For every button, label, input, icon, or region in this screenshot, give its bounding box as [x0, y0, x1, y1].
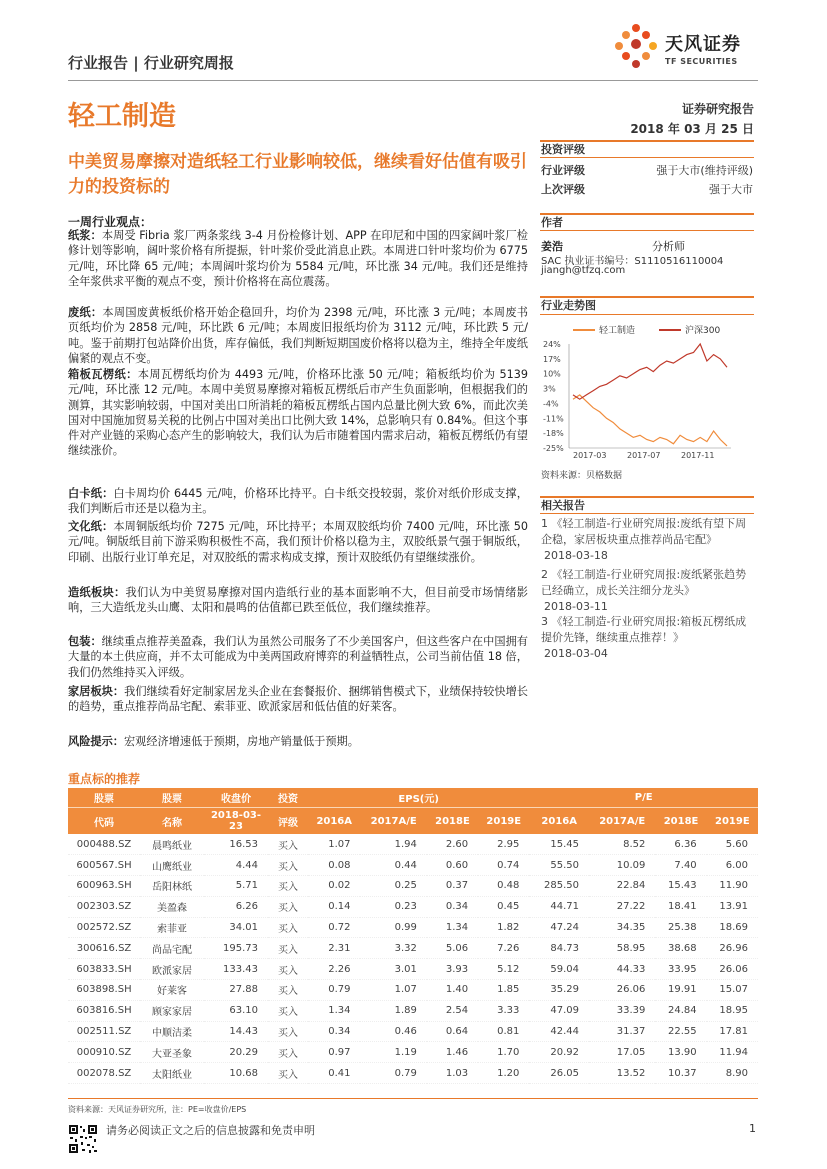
risk-text: 宏观经济增速低于预期，房地产销量低于预期。 — [123, 735, 359, 748]
col-header: 2018-03-23 — [204, 808, 268, 835]
risk-label: 风险提示： — [68, 735, 124, 748]
table-cell: 0.41 — [308, 1063, 360, 1084]
related-report-title: 1 《轻工制造-行业研究周报:废纸有望下周企稳，家居板块重点推荐尚品宅配》 — [541, 517, 747, 546]
table-cell: 5.60 — [707, 834, 758, 855]
table-row — [68, 855, 758, 876]
legend-label: 沪深300 — [685, 326, 721, 336]
table-cell: 58.95 — [589, 938, 655, 959]
table-cell: 1.20 — [478, 1063, 529, 1084]
table-source: 资料来源：天风证券研究所，注：PE=收盘价/EPS — [68, 1105, 247, 1114]
table-cell: 2.54 — [427, 1000, 478, 1021]
analyst-role: 分析师 — [652, 240, 685, 253]
table-cell: 31.37 — [589, 1021, 655, 1042]
table-cell: 22.84 — [589, 876, 655, 897]
table-cell: 3.32 — [360, 938, 426, 959]
table-cell: 7.26 — [478, 938, 529, 959]
report-type: 证券研究报告 — [681, 102, 754, 116]
table-cell: 0.37 — [427, 876, 478, 897]
paper-sector-label: 造纸板块： — [68, 586, 126, 599]
table-cell: 44.33 — [589, 959, 655, 980]
table-cell: 5.06 — [427, 938, 478, 959]
x-tick-label: 2017-07 — [627, 451, 661, 460]
table-cell: 17.05 — [589, 1042, 655, 1063]
col-header: 2019E — [478, 808, 529, 835]
x-tick-label: 2017-03 — [573, 451, 607, 460]
prev-rating-value: 强于大市 — [709, 183, 753, 196]
table-cell: 买入 — [268, 896, 308, 917]
table-cell: 13.90 — [655, 1042, 706, 1063]
table-cell: 1.03 — [427, 1063, 478, 1084]
table-cell: 18.41 — [655, 896, 706, 917]
table-cell: 买入 — [268, 1042, 308, 1063]
table-cell: 0.45 — [478, 896, 529, 917]
table-cell: 33.39 — [589, 1000, 655, 1021]
table-cell: 买入 — [268, 959, 308, 980]
table-cell: 0.99 — [360, 917, 426, 938]
table-cell: 晨鸣纸业 — [140, 834, 204, 855]
col-header: 2017A/E — [589, 808, 655, 835]
col-header: 2016A — [308, 808, 360, 835]
table-cell: 0.34 — [427, 896, 478, 917]
rating-heading: 投资评级 — [541, 143, 585, 156]
paper-sector-paragraph — [68, 585, 528, 616]
table-row — [68, 1042, 758, 1063]
table-cell: 18.69 — [707, 917, 758, 938]
table-cell: 0.25 — [360, 876, 426, 897]
pulp-paragraph — [68, 228, 528, 289]
col-header-pe: P/E — [634, 792, 653, 803]
table-cell: 0.48 — [478, 876, 529, 897]
wastepaper-label: 废纸： — [68, 306, 103, 319]
rating-row — [541, 162, 753, 178]
table-cell: 15.07 — [707, 980, 758, 1001]
sidebar-divider — [540, 230, 754, 231]
pulp-label: 纸浆： — [68, 229, 102, 242]
corrugated-paragraph — [68, 367, 528, 459]
furniture-paragraph — [68, 684, 528, 715]
logo-name-cn: 天风证券 — [665, 34, 741, 55]
table-cell: 0.23 — [360, 896, 426, 917]
table-cell: 002572.SZ — [68, 917, 140, 938]
table-cell: 15.43 — [655, 876, 706, 897]
trend-chart — [541, 322, 755, 462]
table-cell: 002303.SZ — [68, 896, 140, 917]
industry-title: 轻工制造 — [68, 101, 176, 132]
col-header-eps: EPS(元) — [398, 794, 439, 805]
table-cell: 索菲亚 — [140, 917, 204, 938]
table-cell: 1.46 — [427, 1042, 478, 1063]
table-cell: 26.06 — [707, 959, 758, 980]
table-cell: 0.46 — [360, 1021, 426, 1042]
sidebar-divider — [540, 157, 754, 158]
furniture-label: 家居板块： — [68, 685, 125, 698]
logo-name-en: TF SECURITIES — [665, 57, 738, 66]
table-cell: 买入 — [268, 1000, 308, 1021]
y-tick-label: -4% — [543, 399, 559, 409]
table-cell: 27.88 — [204, 980, 268, 1001]
table-cell: 尚品宅配 — [140, 938, 204, 959]
table-bottom-rule — [68, 1098, 758, 1099]
table-cell: 11.94 — [707, 1042, 758, 1063]
prev-rating-row — [541, 181, 753, 197]
logo-icon — [606, 22, 666, 72]
page-number: 1 — [749, 1122, 756, 1135]
table-cell: 14.43 — [204, 1021, 268, 1042]
table-cell: 27.22 — [589, 896, 655, 917]
prev-rating-label: 上次评级 — [541, 183, 585, 196]
table-cell: 20.92 — [529, 1042, 589, 1063]
table-cell: 195.73 — [204, 938, 268, 959]
related-report-title: 2 《轻工制造-行业研究周报:废纸紧张趋势已经确立，成长关注细分龙头》 — [541, 568, 747, 597]
table-cell: 1.34 — [308, 1000, 360, 1021]
table-cell: 35.29 — [529, 980, 589, 1001]
related-report-title: 3 《轻工制造-行业研究周报:箱板瓦楞纸成提价先锋，继续重点推荐！》 — [541, 615, 747, 644]
y-tick-label: -11% — [543, 414, 564, 424]
table-cell: 59.04 — [529, 959, 589, 980]
corrugated-label: 箱板瓦楞纸： — [68, 368, 138, 381]
y-tick-label: 3% — [543, 384, 556, 394]
table-cell: 16.53 — [204, 834, 268, 855]
table-cell: 15.45 — [529, 834, 589, 855]
series-line — [573, 395, 727, 446]
table-cell: 1.82 — [478, 917, 529, 938]
rating-value: 强于大市(维持评级) — [656, 164, 753, 177]
table-cell: 1.07 — [360, 980, 426, 1001]
table-cell: 大亚圣象 — [140, 1042, 204, 1063]
table-cell: 13.91 — [707, 896, 758, 917]
disclaimer-text: 请务必阅读正文之后的信息披露和免责申明 — [106, 1124, 315, 1137]
sidebar-divider — [540, 314, 754, 315]
table-cell: 欧派家居 — [140, 959, 204, 980]
table-cell: 6.00 — [707, 855, 758, 876]
table-row — [68, 1021, 758, 1042]
sidebar-divider — [540, 513, 754, 514]
table-cell: 8.52 — [589, 834, 655, 855]
table-cell: 买入 — [268, 980, 308, 1001]
table-cell: 24.84 — [655, 1000, 706, 1021]
wastepaper-paragraph — [68, 305, 528, 366]
table-cell: 10.37 — [655, 1063, 706, 1084]
analyst-cert: SAC 执业证书编号：S1110516110004 — [541, 256, 724, 267]
table-cell: 0.79 — [308, 980, 360, 1001]
related-report[interactable] — [541, 567, 755, 615]
table-cell: 20.29 — [204, 1042, 268, 1063]
table-cell: 1.70 — [478, 1042, 529, 1063]
col-header: 2019E — [707, 808, 758, 835]
table-cell: 岳阳林纸 — [140, 876, 204, 897]
table-cell: 47.24 — [529, 917, 589, 938]
report-date: 2018 年 03 月 25 日 — [630, 122, 754, 136]
table-cell: 顾家家居 — [140, 1000, 204, 1021]
table-cell: 买入 — [268, 938, 308, 959]
y-tick-label: -18% — [543, 429, 564, 439]
table-cell: 3.01 — [360, 959, 426, 980]
x-tick-label: 2017-11 — [681, 451, 715, 460]
paper-sector-text: 我们认为中美贸易摩擦对国内造纸行业的基本面影响不大，但目前受市场情绪影响，三大造纸龙头山鹰、太阳和晨鸣的估值都已跌至低位，我们继续推荐。 — [68, 586, 528, 615]
corrugated-text: 本周瓦楞纸均价为 4493 元/吨，价格环比涨 50 元/吨；箱板纸均价为 5139 元/吨，环比涨 12 元/吨。本周中美贸易摩擦对箱板瓦楞纸后市产生负面影响，但根据我们的测算，其实影响较弱，中国对美出口所消耗的箱板瓦楞纸占国内总量比例大致 6%，而此次美国对中国施加贸易关税的比例占中国对美出口比例大致 14%，总影响只有 0.84%。但这个事件对产业链的采购心态产生的影响较大，我们认为后市随着国内需求启动，箱板瓦楞纸仍有望继续涨价。 — [68, 368, 528, 458]
table-cell: 买入 — [268, 876, 308, 897]
table-row — [68, 917, 758, 938]
table-cell: 6.36 — [655, 834, 706, 855]
ivory-board-paragraph — [68, 486, 528, 517]
table-cell: 买入 — [268, 917, 308, 938]
table-cell: 1.19 — [360, 1042, 426, 1063]
packaging-label: 包装： — [68, 635, 102, 648]
table-cell: 0.14 — [308, 896, 360, 917]
table-cell: 17.81 — [707, 1021, 758, 1042]
furniture-text: 我们继续看好定制家居龙头企业在套餐报价、捆绑销售模式下，业绩保持较快增长的趋势，重点推荐尚品宅配、索菲亚、欧派家居和低估值的好莱客。 — [68, 685, 528, 714]
table-cell: 0.44 — [360, 855, 426, 876]
table-cell: 0.74 — [478, 855, 529, 876]
related-heading: 相关报告 — [541, 499, 585, 512]
table-cell: 26.96 — [707, 938, 758, 959]
series-line — [573, 344, 727, 399]
table-cell: 5.12 — [478, 959, 529, 980]
col-header: 2016A — [529, 808, 589, 835]
table-cell: 63.10 — [204, 1000, 268, 1021]
table-cell: 603898.SH — [68, 980, 140, 1001]
table-cell: 22.55 — [655, 1021, 706, 1042]
trend-heading: 行业走势图 — [541, 299, 596, 312]
table-cell: 2.26 — [308, 959, 360, 980]
table-header-row — [68, 788, 758, 808]
analyst-email[interactable]: jiangh@tfzq.com — [541, 265, 626, 276]
table-cell: 000488.SZ — [68, 834, 140, 855]
table-cell: 0.64 — [427, 1021, 478, 1042]
table-subheader-row — [68, 808, 758, 835]
culture-paper-text: 本周铜版纸均价 7275 元/吨，环比持平；本周双胶纸均价 7400 元/吨，环比涨 50 元/吨。铜版纸目前下游采购积极性不高，我们预计价格以稳为主，双胶纸景气强于铜版纸，印刷、出版行业订单充足，对双胶纸的需求构成支撑，预计双胶纸仍有望继续涨价。 — [68, 520, 528, 564]
table-row — [68, 896, 758, 917]
col-header: 名称 — [140, 808, 204, 835]
y-tick-label: 17% — [543, 354, 561, 364]
table-cell: 2.31 — [308, 938, 360, 959]
header-divider — [68, 80, 758, 81]
table-cell: 买入 — [268, 834, 308, 855]
table-cell: 0.97 — [308, 1042, 360, 1063]
table-cell: 中顺洁柔 — [140, 1021, 204, 1042]
table-cell: 42.44 — [529, 1021, 589, 1042]
col-header: 投资 — [278, 794, 298, 805]
table-cell: 3.33 — [478, 1000, 529, 1021]
legend-label: 轻工制造 — [599, 326, 636, 336]
col-header: 代码 — [68, 808, 140, 835]
table-cell: 285.50 — [529, 876, 589, 897]
y-tick-label: 24% — [543, 340, 561, 349]
table-cell: 25.38 — [655, 917, 706, 938]
table-cell: 1.85 — [478, 980, 529, 1001]
table-cell: 34.35 — [589, 917, 655, 938]
table-cell: 18.95 — [707, 1000, 758, 1021]
table-cell: 26.06 — [589, 980, 655, 1001]
table-cell: 300616.SZ — [68, 938, 140, 959]
table-cell: 10.68 — [204, 1063, 268, 1084]
table-cell: 1.94 — [360, 834, 426, 855]
weekly-view-heading: 一周行业观点： — [68, 215, 153, 229]
wastepaper-text: 本周国废黄板纸价格开始企稳回升，均价为 2398 元/吨，环比涨 3 元/吨；本周废书页纸均价为 2858 元/吨，环比跌 6 元/吨；本周废旧报纸均价为 3112 元/吨，环比跌 5 元/吨。鉴于前期打包站降价出货，库存偏低，我们判断短期国废价格将以稳为主，维持全年废纸偏紧的观点不变。 — [68, 306, 528, 365]
col-header: 股票 — [94, 794, 114, 805]
culture-paper-paragraph — [68, 519, 528, 565]
table-cell: 0.72 — [308, 917, 360, 938]
report-title: 中美贸易摩擦对造纸轻工行业影响较低，继续看好估值有吸引力的投资标的 — [68, 152, 527, 197]
y-tick-label: -25% — [543, 444, 564, 453]
table-cell: 55.50 — [529, 855, 589, 876]
packaging-paragraph — [68, 634, 528, 680]
col-header: 2018E — [427, 808, 478, 835]
table-cell: 2.95 — [478, 834, 529, 855]
table-cell: 26.05 — [529, 1063, 589, 1084]
table-cell: 好莱客 — [140, 980, 204, 1001]
related-report[interactable] — [541, 516, 755, 564]
table-cell: 002511.SZ — [68, 1021, 140, 1042]
table-row — [68, 876, 758, 897]
table-cell: 600567.SH — [68, 855, 140, 876]
ivory-board-label: 白卡纸： — [68, 487, 114, 500]
table-cell: 600963.SH — [68, 876, 140, 897]
table-cell: 1.07 — [308, 834, 360, 855]
table-cell: 38.68 — [655, 938, 706, 959]
table-cell: 84.73 — [529, 938, 589, 959]
risk-paragraph — [68, 734, 528, 749]
trend-chart-svg — [541, 322, 755, 462]
related-report[interactable] — [541, 614, 755, 662]
table-cell: 7.40 — [655, 855, 706, 876]
y-tick-label: 10% — [543, 369, 561, 379]
table-row — [68, 1000, 758, 1021]
chart-source: 资料来源：贝格数据 — [541, 471, 623, 481]
sidebar-divider — [540, 213, 754, 215]
related-report-date: 2018-03-18 — [544, 549, 608, 562]
col-header: 收盘价 — [221, 794, 251, 805]
table-cell: 山鹰纸业 — [140, 855, 204, 876]
table-row — [68, 980, 758, 1001]
author-heading: 作者 — [541, 216, 563, 229]
table-cell: 买入 — [268, 1021, 308, 1042]
table-cell: 000910.SZ — [68, 1042, 140, 1063]
table-cell: 太阳纸业 — [140, 1063, 204, 1084]
table-cell: 1.34 — [427, 917, 478, 938]
table-cell: 买入 — [268, 1063, 308, 1084]
table-cell: 美盈森 — [140, 896, 204, 917]
table-cell: 603833.SH — [68, 959, 140, 980]
table-cell: 4.44 — [204, 855, 268, 876]
table-row — [68, 1063, 758, 1084]
table-cell: 1.40 — [427, 980, 478, 1001]
ivory-board-text: 白卡周均价 6445 元/吨，价格环比持平。白卡纸交投较弱，浆价对纸价形成支撑，我们判断后市还是以稳为主。 — [68, 487, 528, 516]
pulp-text: 本周受 Fibria 浆厂两条浆线 3-4 月份检修计划、APP 在印尼和中国的四家阔叶浆厂检修计划等影响，阔叶浆价格有所提振，针叶浆价受此消息止跌。本周进口针叶浆均价为 6775 元/吨，环比降 65 元/吨；本周阔叶浆均价为 5584 元/吨，环比涨 34 元/吨。我们还是维持全年浆供求平衡的观点不变，预计价格将在高位震荡。 — [68, 229, 528, 288]
table-cell: 33.95 — [655, 959, 706, 980]
table-cell: 133.43 — [204, 959, 268, 980]
culture-paper-label: 文化纸： — [68, 520, 114, 533]
table-cell: 10.09 — [589, 855, 655, 876]
related-report-date: 2018-03-04 — [544, 647, 608, 660]
rating-label: 行业评级 — [541, 164, 585, 177]
col-header: 2017A/E — [360, 808, 426, 835]
col-header: 评级 — [268, 808, 308, 835]
table-cell: 47.09 — [529, 1000, 589, 1021]
table-cell: 8.90 — [707, 1063, 758, 1084]
analyst-name: 姜浩 — [541, 240, 563, 253]
table-cell: 0.79 — [360, 1063, 426, 1084]
table-cell: 13.52 — [589, 1063, 655, 1084]
table-row — [68, 834, 758, 855]
table-cell: 5.71 — [204, 876, 268, 897]
table-cell: 002078.SZ — [68, 1063, 140, 1084]
col-header: 2018E — [655, 808, 706, 835]
col-header: 股票 — [162, 794, 182, 805]
table-row — [68, 938, 758, 959]
stock-recommendation-table — [68, 788, 758, 1084]
table-cell: 0.60 — [427, 855, 478, 876]
table-cell: 6.26 — [204, 896, 268, 917]
table-cell: 19.91 — [655, 980, 706, 1001]
table-cell: 603816.SH — [68, 1000, 140, 1021]
table-cell: 2.60 — [427, 834, 478, 855]
related-report-date: 2018-03-11 — [544, 600, 608, 613]
table-cell: 44.71 — [529, 896, 589, 917]
qr-code-icon — [68, 1124, 98, 1154]
qr-code — [68, 1124, 98, 1154]
table-cell: 3.93 — [427, 959, 478, 980]
table-row — [68, 959, 758, 980]
table-cell: 0.34 — [308, 1021, 360, 1042]
table-cell: 0.08 — [308, 855, 360, 876]
table-cell: 34.01 — [204, 917, 268, 938]
table-title: 重点标的推荐 — [68, 772, 141, 786]
report-category: 行业报告 | 行业研究周报 — [68, 54, 234, 72]
packaging-text: 继续重点推荐美盈森，我们认为虽然公司服务了不少美国客户，但这些客户在中国拥有大量的本土供应商，并不太可能成为中美两国政府博弈的利益牺牲点，公司当前估值 18 倍，我们仍然维持买入评级。 — [68, 635, 528, 679]
table-cell: 0.02 — [308, 876, 360, 897]
table-cell: 买入 — [268, 855, 308, 876]
table-cell: 0.81 — [478, 1021, 529, 1042]
table-cell: 1.89 — [360, 1000, 426, 1021]
table-cell: 11.90 — [707, 876, 758, 897]
